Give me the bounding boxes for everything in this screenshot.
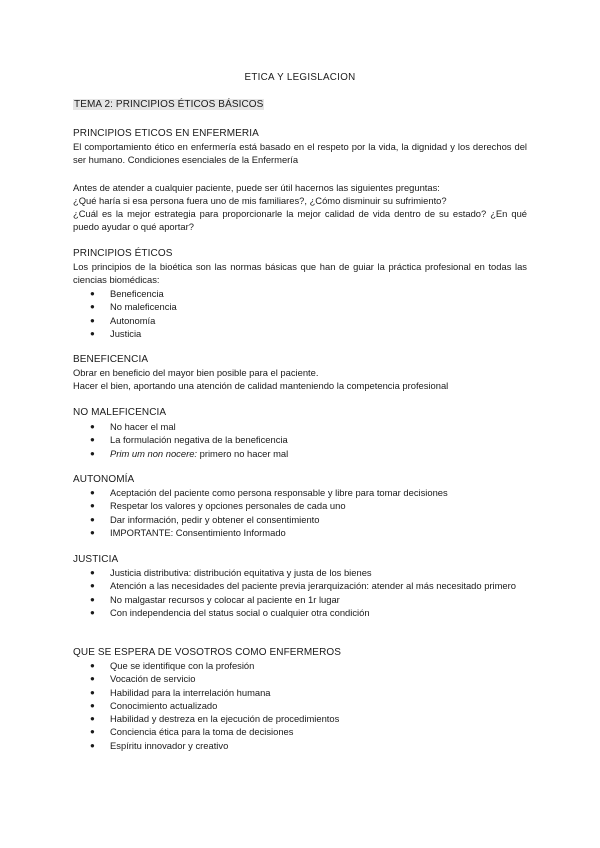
paragraph-beneficencia-1: Obrar en beneficio del mayor bien posible para el paciente. [73,367,319,378]
list-item: ● Espíritu innovador y creativo [90,739,229,751]
list-item: ● Conciencia ética para la toma de decisiones [90,726,294,738]
list-item: ● No hacer el mal [90,421,176,432]
list-item: ● Que se identifique con la profesión [90,660,255,671]
list-item: ● Autonomía [90,314,156,326]
document-title: ETICA Y LEGISLACION [244,72,356,83]
paragraph-beneficencia-2: Hacer el bien, aportando una atención de calidad manteniendo la competencia profesional [73,380,449,391]
list-item: ● No maleficencia [90,301,177,313]
paragraph-preguntas-intro: Antes de atender a cualquier paciente, puede ser útil hacernos las siguientes preguntas: [73,182,440,193]
list-item: ● La formulación negativa de la beneficencia [90,434,288,446]
list-autonomia [73,486,527,539]
paragraph-pregunta-1: ¿Qué haría si esa persona fuera uno de mis familiares?, ¿Cómo disminuir su sufrimiento? [73,195,447,206]
tema-heading [73,98,264,111]
list-item: ● Habilidad y destreza en la ejecución de procedimientos [90,713,340,725]
list-principios [73,287,527,340]
list-item: ● Vocación de servicio [90,673,196,685]
list-justicia [73,566,527,619]
section-heading-principios-eticos: PRINCIPIOS ÉTICOS [73,248,173,259]
list-item: ● Conocimiento actualizado [90,699,218,711]
list-item: ● Dar información, pedir y obtener el consentimiento [90,513,320,525]
list-item: ● Atención a las necesidades del paciente previa jerarquización: atender al más necesitado primero [90,580,516,592]
section-heading-justicia: JUSTICIA [73,554,119,565]
list-item: ● Prim um non nocere: primero no hacer mal [90,447,289,459]
paragraph-comportamiento-etico: El comportamiento ético en enfermería está basado en el respeto por la vida, la dignidad y los derechos del ser humano. Condiciones esenciales de la Enfermería [73,141,527,166]
list-que-se-espera [73,659,527,752]
list-no-maleficencia [73,420,527,460]
paragraph-bioetica: Los principios de la bioética son las normas básicas que han de guiar la práctica profesional en todas las ciencias biomédicas: [73,261,527,286]
list-item: ● Aceptación del paciente como persona responsable y libre para tomar decisiones [90,487,448,498]
list-item: ● No malgastar recursos y colocar al paciente en 1r lugar [90,593,340,605]
section-heading-que-se-espera: QUE SE ESPERA DE VOSOTROS COMO ENFERMEROS [73,647,342,658]
list-item: ● Con independencia del status social o cualquier otra condición [90,606,370,618]
section-heading-principios-enfermeria: PRINCIPIOS ETICOS EN ENFERMERIA [73,128,259,139]
list-item: ● Justicia [90,327,142,339]
list-item: ● IMPORTANTE: Consentimiento Informado [90,526,286,538]
list-item: ● Habilidad para la interrelación humana [90,686,271,698]
section-heading-no-maleficencia: NO MALEFICENCIA [73,407,167,418]
tema-heading-text: TEMA 2: PRINCIPIOS ÉTICOS BÁSICOS [74,99,264,110]
paragraph-pregunta-2: ¿Cuál es la mejor estrategia para proporcionarle la mejor calidad de vida dentro de su estado? ¿En qué puedo ayudar o qué aportar? [73,208,527,233]
list-item: ● Beneficencia [90,288,164,299]
list-item: ● Respetar los valores y opciones personales de cada uno [90,500,346,512]
list-item: ● Justicia distributiva: distribución equitativa y justa de los bienes [90,567,372,578]
section-heading-beneficencia: BENEFICENCIA [73,354,149,365]
section-heading-autonomia: AUTONOMÍA [73,474,135,485]
